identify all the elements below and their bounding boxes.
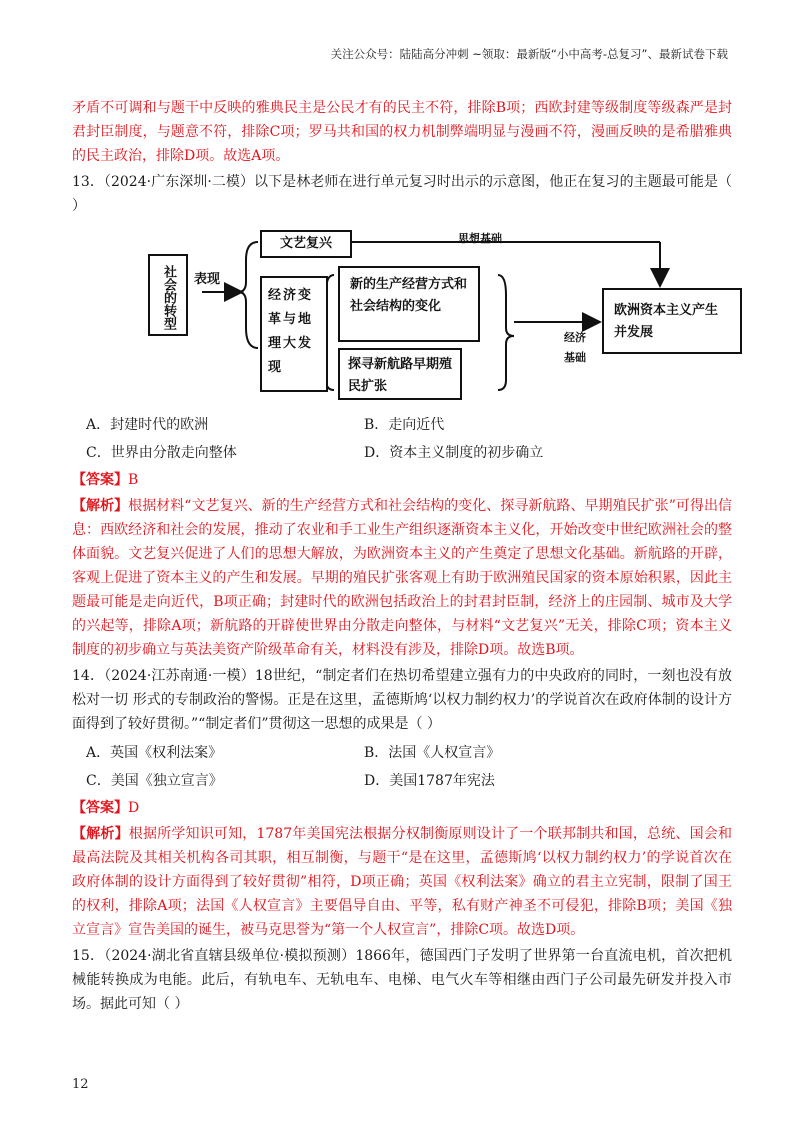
q14-answer xyxy=(72,796,732,820)
prev-explanation: 矛盾不可调和与题干中反映的雅典民主是公民才有的民主不符，排除B项；西欧封建等级制度等级森严是封君封臣制度，与题意不符，排除C项；罗马共和国的权力机制弊端明显与漫画不符，漫画反映的是希腊雅典的民主政治，排除D项。故选A项。 xyxy=(72,100,732,164)
q13-stem: 13．（2024·广东深圳·二模）以下是林老师在进行单元复习时出示的示意图，他正在复习的主题最可能是（ ） xyxy=(72,174,732,214)
box-capitalism: 欧洲资本主义产生并发展 xyxy=(602,288,742,354)
label-biaoxian: 表现 xyxy=(194,272,221,287)
box-renaissance: 文艺复兴 xyxy=(260,230,352,258)
q14-option-c[interactable]: C．美国《独立宣言》 xyxy=(86,773,223,789)
label-sixiang-jichu: 思想基础 xyxy=(458,232,502,245)
q13-analysis xyxy=(72,494,732,662)
q13-option-d[interactable]: D．资本主义制度的初步确立 xyxy=(364,445,544,461)
answer-tag: 【答案】 xyxy=(72,472,128,488)
analysis-text: 根据材料“文艺复兴、新的生产经营方式和社会结构的变化、探寻新航路、早期殖民扩张”可得出信息：西欧经济和社会的发展，推动了农业和手工业生产组织逐渐资本主义化，开始改变中世纪欧洲社会的整体面貌。文艺复兴促进了人们的思想大解放，为欧洲资本主义的产生奠定了思想文化基础。新航路的开辟，客观上促进了资本主义的产生和发展。早期的殖民扩张客观上有助于欧洲殖民国家的资本原始积累，因此主题最可能是走向近代，B项正确；封建时代的欧洲包括政治上的封君封臣制，经济上的庄园制、城市及大学的兴起等，排除A项；新航路的开辟使世界由分散走向整体，与材料“文艺复兴”无关，排除C项；资本主义制度的初步确立与英法美资产阶级革命有关，材料没有涉及，排除D项。故选B项。 xyxy=(72,498,733,658)
q14-options xyxy=(86,742,732,792)
page-header: 关注公众号：陆陆高分冲刺 ~领取：最新版“小中高考-总复习”、最新试卷下载 xyxy=(330,47,728,61)
q13-option-a[interactable]: A．封建时代的欧洲 xyxy=(86,417,209,433)
document-body xyxy=(72,96,732,1016)
q13-option-c[interactable]: C．世界由分散走向整体 xyxy=(86,445,237,461)
q13-diagram xyxy=(148,230,768,406)
q14-option-d[interactable]: D．美国1787年宪法 xyxy=(364,773,495,789)
q13-options xyxy=(86,414,732,464)
q13-answer xyxy=(72,468,732,492)
analysis-text: 根据所学知识可知，1787年美国宪法根据分权制衡原则设计了一个联邦制共和国，总统、国会和最高法院及其相关机构各司其职，相互制衡，与题干“是在这里，孟德斯鸠‘以权力制约权力’的学说首次在政府体制的设计方面得到了较好贯彻”相符，D项正确；英国《权利法案》确立的君主立宪制，限制了国王的权利，排除A项；法国《人权宣言》主要倡导自由、平等，私有财产神圣不可侵犯，排除B项；美国《独立宣言》宣告美国的诞生，被马克思誉为“第一个人权宣言”，排除C项。故选D项。 xyxy=(72,826,732,938)
box-economic-change: 经济变革与地理大发现 xyxy=(260,276,328,392)
q14-stem: 14．（2024·江苏南通·一模）18世纪，“制定者们在热切希望建立强有力的中央政府的同时，一刻也没有放松对一切 形式的专制政治的警惕。正是在这里，孟德斯鸠‘以权力制约权力’的学说首次在政府体制的设计方面得到了较好贯彻。”“制定者们”贯彻这一思想的成果是（ ） xyxy=(72,668,732,732)
q14-analysis xyxy=(72,822,732,942)
q14-option-b[interactable]: B．法国《人权宣言》 xyxy=(364,745,501,761)
page-number: 12 xyxy=(72,1077,89,1092)
box-new-routes: 探寻新航路早期殖民扩张 xyxy=(338,348,462,400)
label-jingji-jichu: 经济基础 xyxy=(564,331,586,364)
box-new-production: 新的生产经营方式和社会结构的变化 xyxy=(338,266,480,342)
q14-option-a[interactable]: A．英国《权利法案》 xyxy=(86,745,223,761)
answer-value: B xyxy=(128,472,139,488)
answer-tag: 【答案】 xyxy=(72,800,128,816)
analysis-tag: 【解析】 xyxy=(72,826,129,842)
box-social-transformation: 社会的转型 xyxy=(148,254,188,336)
q15-stem: 15．（2024·湖北省直辖县级单位·模拟预测）1866年，德国西门子发明了世界第一台直流电机，首次把机械能转换成为电能。此后，有轨电车、无轨电车、电梯、电气火车等相继由西门子公司最先研发并投入市场。据此可知（ ） xyxy=(72,948,732,1012)
q13-option-b[interactable]: B．走向近代 xyxy=(364,417,445,433)
answer-value: D xyxy=(128,800,140,816)
analysis-tag: 【解析】 xyxy=(72,498,129,514)
